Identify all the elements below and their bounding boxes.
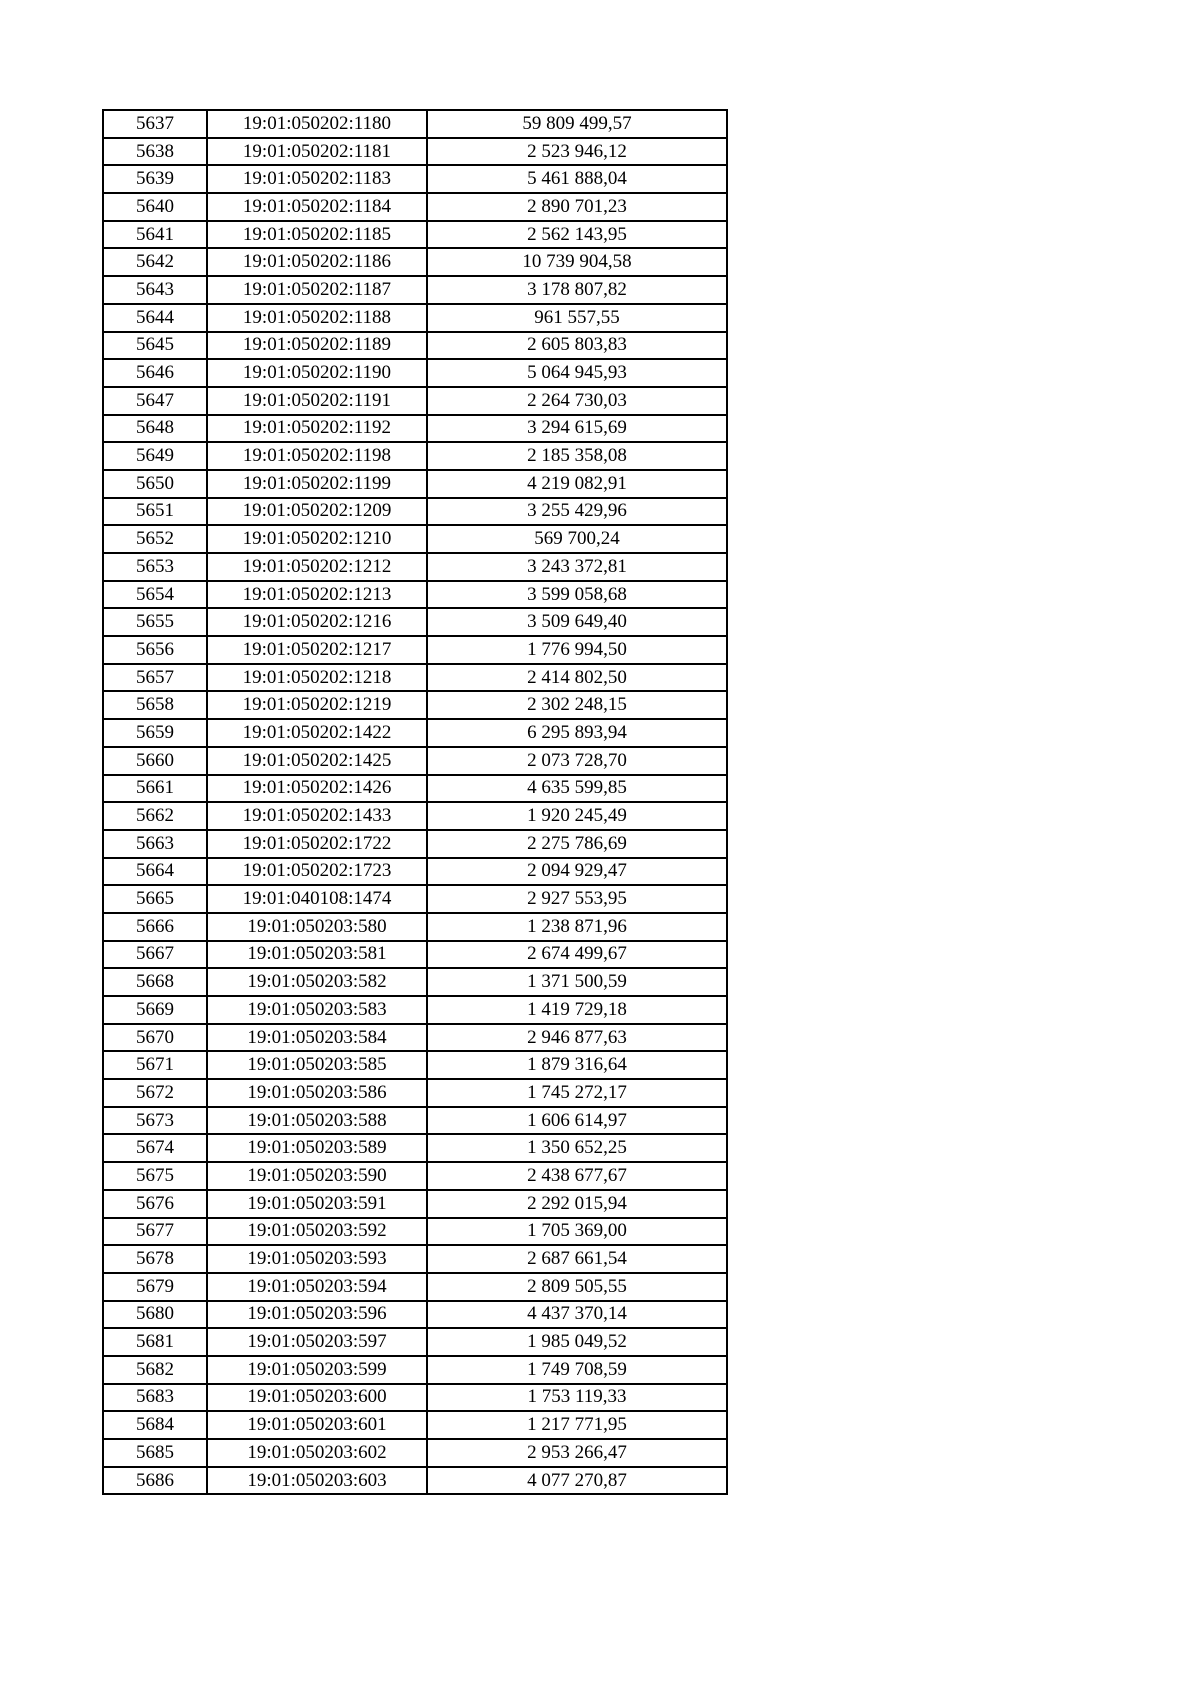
- row-number-cell: 5662: [103, 802, 207, 830]
- row-number-cell: 5643: [103, 276, 207, 304]
- row-number-cell: 5675: [103, 1162, 207, 1190]
- row-number-cell: 5663: [103, 830, 207, 858]
- cadastral-number-cell: 19:01:050202:1185: [207, 221, 427, 249]
- table-row: [103, 913, 727, 941]
- table-row: [103, 636, 727, 664]
- row-number-cell: 5660: [103, 747, 207, 775]
- cadastral-value-cell: 2 302 248,15: [427, 691, 727, 719]
- cadastral-value-cell: 1 753 119,33: [427, 1384, 727, 1412]
- cadastral-value-cell: 1 238 871,96: [427, 913, 727, 941]
- row-number-cell: 5649: [103, 442, 207, 470]
- table-row: [103, 1467, 727, 1495]
- cadastral-value-cell: 3 599 058,68: [427, 581, 727, 609]
- table-row: [103, 1162, 727, 1190]
- row-number-cell: 5678: [103, 1245, 207, 1273]
- row-number-cell: 5652: [103, 525, 207, 553]
- cadastral-number-cell: 19:01:050202:1218: [207, 664, 427, 692]
- cadastral-value-cell: 1 705 369,00: [427, 1218, 727, 1246]
- row-number-cell: 5679: [103, 1273, 207, 1301]
- cadastral-value-cell: 4 077 270,87: [427, 1467, 727, 1495]
- cadastral-value-cell: 2 953 266,47: [427, 1439, 727, 1467]
- row-number-cell: 5638: [103, 138, 207, 166]
- table-row: [103, 332, 727, 360]
- row-number-cell: 5669: [103, 996, 207, 1024]
- cadastral-value-cell: 4 635 599,85: [427, 775, 727, 803]
- table-row: [103, 165, 727, 193]
- row-number-cell: 5664: [103, 858, 207, 886]
- cadastral-number-cell: 19:01:050203:602: [207, 1439, 427, 1467]
- row-number-cell: 5666: [103, 913, 207, 941]
- table-row: [103, 1439, 727, 1467]
- row-number-cell: 5650: [103, 470, 207, 498]
- cadastral-value-cell: 1 371 500,59: [427, 968, 727, 996]
- cadastral-number-cell: 19:01:050202:1212: [207, 553, 427, 581]
- table-row: [103, 1024, 727, 1052]
- table-row: [103, 138, 727, 166]
- table-row: [103, 359, 727, 387]
- cadastral-value-cell: 5 461 888,04: [427, 165, 727, 193]
- cadastral-number-cell: 19:01:050202:1425: [207, 747, 427, 775]
- row-number-cell: 5655: [103, 608, 207, 636]
- table-row: [103, 525, 727, 553]
- table-row: [103, 304, 727, 332]
- row-number-cell: 5686: [103, 1467, 207, 1495]
- cadastral-value-cell: 2 073 728,70: [427, 747, 727, 775]
- table-row: [103, 1411, 727, 1439]
- row-number-cell: 5680: [103, 1301, 207, 1329]
- table-row: [103, 221, 727, 249]
- table-row: [103, 664, 727, 692]
- row-number-cell: 5657: [103, 664, 207, 692]
- row-number-cell: 5658: [103, 691, 207, 719]
- row-number-cell: 5667: [103, 941, 207, 969]
- cadastral-value-cell: 1 920 245,49: [427, 802, 727, 830]
- table-row: [103, 1301, 727, 1329]
- row-number-cell: 5685: [103, 1439, 207, 1467]
- cadastral-number-cell: 19:01:050202:1723: [207, 858, 427, 886]
- cadastral-number-cell: 19:01:050203:593: [207, 1245, 427, 1273]
- cadastral-number-cell: 19:01:050202:1184: [207, 193, 427, 221]
- cadastral-number-cell: 19:01:050203:586: [207, 1079, 427, 1107]
- table-row: [103, 1107, 727, 1135]
- table-row: [103, 1079, 727, 1107]
- row-number-cell: 5640: [103, 193, 207, 221]
- cadastral-value-cell: 961 557,55: [427, 304, 727, 332]
- cadastral-value-cell: 2 264 730,03: [427, 387, 727, 415]
- cadastral-number-cell: 19:01:050202:1186: [207, 248, 427, 276]
- cadastral-number-cell: 19:01:050203:590: [207, 1162, 427, 1190]
- cadastral-number-cell: 19:01:050203:599: [207, 1356, 427, 1384]
- table-row: [103, 885, 727, 913]
- table-row: [103, 1328, 727, 1356]
- row-number-cell: 5659: [103, 719, 207, 747]
- cadastral-value-cell: 59 809 499,57: [427, 110, 727, 138]
- cadastral-number-cell: 19:01:050202:1217: [207, 636, 427, 664]
- row-number-cell: 5676: [103, 1190, 207, 1218]
- table-row: [103, 498, 727, 526]
- cadastral-number-cell: 19:01:050203:603: [207, 1467, 427, 1495]
- row-number-cell: 5668: [103, 968, 207, 996]
- row-number-cell: 5648: [103, 415, 207, 443]
- cadastral-value-cell: 2 927 553,95: [427, 885, 727, 913]
- row-number-cell: 5646: [103, 359, 207, 387]
- cadastral-value-cell: 2 687 661,54: [427, 1245, 727, 1273]
- cadastral-number-cell: 19:01:050203:584: [207, 1024, 427, 1052]
- cadastral-number-cell: 19:01:050203:589: [207, 1134, 427, 1162]
- cadastral-value-cell: 1 879 316,64: [427, 1051, 727, 1079]
- cadastral-number-cell: 19:01:050202:1422: [207, 719, 427, 747]
- cadastral-value-cell: 2 605 803,83: [427, 332, 727, 360]
- table-row: [103, 1273, 727, 1301]
- table-row: [103, 1245, 727, 1273]
- cadastral-value-cell: 1 745 272,17: [427, 1079, 727, 1107]
- row-number-cell: 5656: [103, 636, 207, 664]
- table-row: [103, 691, 727, 719]
- cadastral-number-cell: 19:01:050203:581: [207, 941, 427, 969]
- table-row: [103, 1356, 727, 1384]
- cadastral-number-cell: 19:01:050202:1216: [207, 608, 427, 636]
- row-number-cell: 5672: [103, 1079, 207, 1107]
- row-number-cell: 5682: [103, 1356, 207, 1384]
- cadastral-number-cell: 19:01:050203:585: [207, 1051, 427, 1079]
- cadastral-number-cell: 19:01:050202:1199: [207, 470, 427, 498]
- row-number-cell: 5651: [103, 498, 207, 526]
- cadastral-value-cell: 2 292 015,94: [427, 1190, 727, 1218]
- cadastral-value-cell: 2 275 786,69: [427, 830, 727, 858]
- cadastral-value-cell: 10 739 904,58: [427, 248, 727, 276]
- table-row: [103, 719, 727, 747]
- table-row: [103, 996, 727, 1024]
- cadastral-value-cell: 5 064 945,93: [427, 359, 727, 387]
- cadastral-value-cell: 3 509 649,40: [427, 608, 727, 636]
- row-number-cell: 5661: [103, 775, 207, 803]
- table-row: [103, 968, 727, 996]
- cadastral-number-cell: 19:01:050202:1189: [207, 332, 427, 360]
- cadastral-value-cell: 1 776 994,50: [427, 636, 727, 664]
- cadastral-number-cell: 19:01:050203:592: [207, 1218, 427, 1246]
- cadastral-value-cell: 2 094 929,47: [427, 858, 727, 886]
- table-row: [103, 110, 727, 138]
- row-number-cell: 5671: [103, 1051, 207, 1079]
- cadastral-number-cell: 19:01:050202:1426: [207, 775, 427, 803]
- cadastral-value-cell: 2 523 946,12: [427, 138, 727, 166]
- table-row: [103, 941, 727, 969]
- row-number-cell: 5647: [103, 387, 207, 415]
- cadastral-number-cell: 19:01:050203:588: [207, 1107, 427, 1135]
- cadastral-value-cell: 1 217 771,95: [427, 1411, 727, 1439]
- cadastral-number-cell: 19:01:050202:1722: [207, 830, 427, 858]
- cadastral-value-cell: 4 219 082,91: [427, 470, 727, 498]
- table-row: [103, 1134, 727, 1162]
- cadastral-number-cell: 19:01:050203:580: [207, 913, 427, 941]
- cadastral-value-cell: 6 295 893,94: [427, 719, 727, 747]
- row-number-cell: 5639: [103, 165, 207, 193]
- row-number-cell: 5665: [103, 885, 207, 913]
- table-row: [103, 608, 727, 636]
- row-number-cell: 5644: [103, 304, 207, 332]
- cadastral-number-cell: 19:01:050202:1183: [207, 165, 427, 193]
- cadastral-value-cell: 3 294 615,69: [427, 415, 727, 443]
- cadastral-value-cell: 2 946 877,63: [427, 1024, 727, 1052]
- cadastral-number-cell: 19:01:050203:600: [207, 1384, 427, 1412]
- cadastral-value-cell: 1 419 729,18: [427, 996, 727, 1024]
- cadastral-number-cell: 19:01:050202:1213: [207, 581, 427, 609]
- table-row: [103, 442, 727, 470]
- table-row: [103, 1384, 727, 1412]
- cadastral-number-cell: 19:01:040108:1474: [207, 885, 427, 913]
- cadastral-number-cell: 19:01:050202:1187: [207, 276, 427, 304]
- cadastral-value-cell: 2 562 143,95: [427, 221, 727, 249]
- row-number-cell: 5653: [103, 553, 207, 581]
- table-row: [103, 858, 727, 886]
- cadastral-number-cell: 19:01:050203:582: [207, 968, 427, 996]
- row-number-cell: 5674: [103, 1134, 207, 1162]
- table-row: [103, 747, 727, 775]
- cadastral-value-cell: 1 985 049,52: [427, 1328, 727, 1356]
- cadastral-value-cell: 2 809 505,55: [427, 1273, 727, 1301]
- cadastral-number-cell: 19:01:050202:1190: [207, 359, 427, 387]
- table-body: [103, 110, 727, 1494]
- table-row: [103, 387, 727, 415]
- cadastral-value-cell: 2 185 358,08: [427, 442, 727, 470]
- cadastral-value-cell: 4 437 370,14: [427, 1301, 727, 1329]
- cadastral-number-cell: 19:01:050203:583: [207, 996, 427, 1024]
- cadastral-value-cell: 3 243 372,81: [427, 553, 727, 581]
- cadastral-value-cell: 1 350 652,25: [427, 1134, 727, 1162]
- table-row: [103, 193, 727, 221]
- row-number-cell: 5670: [103, 1024, 207, 1052]
- cadastral-value-cell: 2 890 701,23: [427, 193, 727, 221]
- row-number-cell: 5677: [103, 1218, 207, 1246]
- cadastral-number-cell: 19:01:050202:1192: [207, 415, 427, 443]
- cadastral-number-cell: 19:01:050202:1433: [207, 802, 427, 830]
- table-row: [103, 470, 727, 498]
- cadastral-number-cell: 19:01:050202:1219: [207, 691, 427, 719]
- table-row: [103, 802, 727, 830]
- row-number-cell: 5681: [103, 1328, 207, 1356]
- cadastral-number-cell: 19:01:050203:601: [207, 1411, 427, 1439]
- table-row: [103, 553, 727, 581]
- table-row: [103, 1051, 727, 1079]
- table-row: [103, 775, 727, 803]
- cadastral-value-cell: 3 255 429,96: [427, 498, 727, 526]
- table-row: [103, 1190, 727, 1218]
- cadastral-number-cell: 19:01:050202:1191: [207, 387, 427, 415]
- cadastral-number-cell: 19:01:050202:1181: [207, 138, 427, 166]
- row-number-cell: 5641: [103, 221, 207, 249]
- cadastral-number-cell: 19:01:050202:1188: [207, 304, 427, 332]
- table-row: [103, 276, 727, 304]
- table-row: [103, 248, 727, 276]
- cadastral-number-cell: 19:01:050202:1180: [207, 110, 427, 138]
- cadastral-number-cell: 19:01:050203:596: [207, 1301, 427, 1329]
- cadastral-number-cell: 19:01:050202:1198: [207, 442, 427, 470]
- table-row: [103, 1218, 727, 1246]
- cadastral-value-cell: 1 606 614,97: [427, 1107, 727, 1135]
- row-number-cell: 5684: [103, 1411, 207, 1439]
- row-number-cell: 5673: [103, 1107, 207, 1135]
- cadastral-value-table: [102, 109, 728, 1495]
- table-row: [103, 415, 727, 443]
- row-number-cell: 5683: [103, 1384, 207, 1412]
- cadastral-number-cell: 19:01:050203:597: [207, 1328, 427, 1356]
- table-row: [103, 830, 727, 858]
- cadastral-value-cell: 3 178 807,82: [427, 276, 727, 304]
- cadastral-value-cell: 2 414 802,50: [427, 664, 727, 692]
- cadastral-number-cell: 19:01:050203:594: [207, 1273, 427, 1301]
- cadastral-value-cell: 1 749 708,59: [427, 1356, 727, 1384]
- cadastral-number-cell: 19:01:050203:591: [207, 1190, 427, 1218]
- cadastral-value-cell: 2 438 677,67: [427, 1162, 727, 1190]
- row-number-cell: 5637: [103, 110, 207, 138]
- cadastral-value-cell: 2 674 499,67: [427, 941, 727, 969]
- cadastral-number-cell: 19:01:050202:1210: [207, 525, 427, 553]
- table-row: [103, 581, 727, 609]
- cadastral-value-cell: 569 700,24: [427, 525, 727, 553]
- row-number-cell: 5645: [103, 332, 207, 360]
- row-number-cell: 5642: [103, 248, 207, 276]
- row-number-cell: 5654: [103, 581, 207, 609]
- cadastral-number-cell: 19:01:050202:1209: [207, 498, 427, 526]
